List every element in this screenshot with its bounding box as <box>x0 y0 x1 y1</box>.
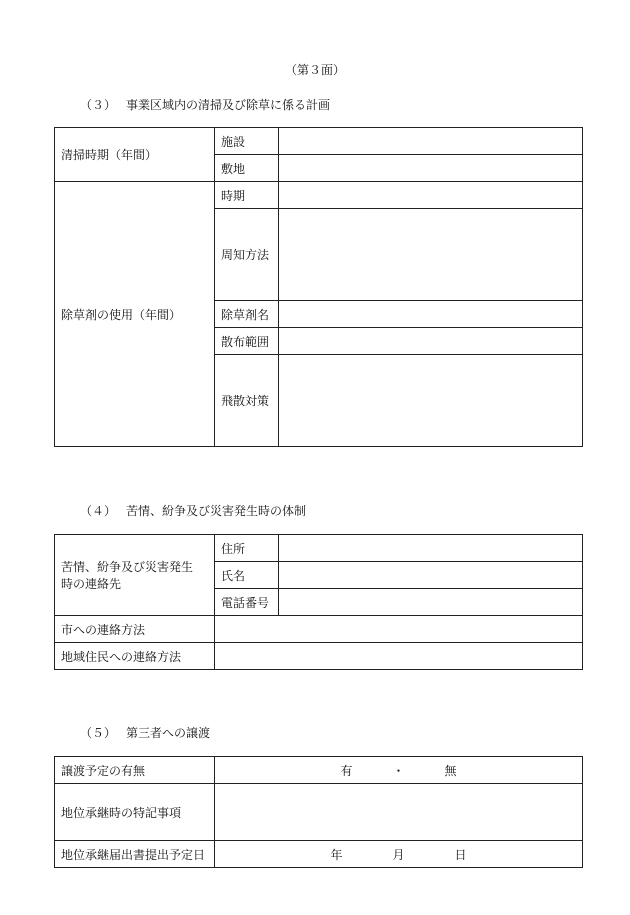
spray-range-field[interactable] <box>279 328 583 355</box>
cleaning-label: 清掃時期（年間） <box>55 128 215 182</box>
address-label: 住所 <box>215 535 279 562</box>
drift-label: 飛散対策 <box>215 355 279 447</box>
transfer-plan-field[interactable] <box>215 757 583 784</box>
spray-range-label: 散布範囲 <box>215 328 279 355</box>
notice-label: 周知方法 <box>215 209 279 301</box>
contact-label <box>55 535 215 616</box>
table-row <box>55 643 583 670</box>
section3-table <box>54 127 583 447</box>
contact-label-line2: 時の連絡先 <box>61 577 122 591</box>
phone-label: 電話番号 <box>215 589 279 616</box>
table-row <box>55 128 583 155</box>
site-field[interactable] <box>279 155 583 182</box>
month-label: 月 <box>392 847 405 862</box>
section4-number: （４） <box>80 504 117 518</box>
section4-title: 苦情、紛争及び災害発生時の体制 <box>126 504 307 518</box>
special-notes-field[interactable] <box>215 784 583 841</box>
section5-table <box>54 756 583 868</box>
phone-field[interactable] <box>279 589 583 616</box>
day-label: 日 <box>454 847 467 862</box>
herbicide-name-label: 除草剤名 <box>215 301 279 328</box>
section5-number: （５） <box>80 726 117 740</box>
name-field[interactable] <box>279 562 583 589</box>
notice-field[interactable] <box>279 209 583 301</box>
herbicide-label: 除草剤の使用（年間） <box>55 182 215 447</box>
timing-field[interactable] <box>279 182 583 209</box>
facility-field[interactable] <box>279 128 583 155</box>
section3-number: （３） <box>80 98 117 112</box>
special-notes-label: 地位承継時の特記事項 <box>55 784 215 841</box>
name-label: 氏名 <box>215 562 279 589</box>
table-row <box>55 784 583 841</box>
section5-heading <box>80 724 210 741</box>
notice-date-label: 地位承継届出書提出予定日 <box>55 841 215 868</box>
drift-field[interactable] <box>279 355 583 447</box>
address-field[interactable] <box>279 535 583 562</box>
contact-label-line1: 苦情、紛争及び災害発生 <box>61 560 194 574</box>
table-row <box>55 616 583 643</box>
page-label: （第３面） <box>284 63 345 77</box>
year-label: 年 <box>330 847 343 862</box>
transfer-plan-label: 譲渡予定の有無 <box>55 757 215 784</box>
table-row <box>55 182 583 209</box>
facility-label: 施設 <box>215 128 279 155</box>
timing-label: 時期 <box>215 182 279 209</box>
table-row <box>55 841 583 868</box>
residents-contact-label: 地域住民への連絡方法 <box>55 643 215 670</box>
table-row <box>55 535 583 562</box>
section3-title: 事業区域内の清掃及び除草に係る計画 <box>126 98 331 112</box>
section5-title: 第三者への譲渡 <box>126 726 211 740</box>
residents-contact-field[interactable] <box>215 643 583 670</box>
section4-table <box>54 534 583 670</box>
section4-heading <box>80 502 306 519</box>
city-contact-field[interactable] <box>215 616 583 643</box>
notice-date-field[interactable] <box>215 841 583 868</box>
herbicide-name-field[interactable] <box>279 301 583 328</box>
separator-dot: ・ <box>392 763 405 778</box>
table-row <box>55 757 583 784</box>
site-label: 敷地 <box>215 155 279 182</box>
section3-heading <box>80 96 330 113</box>
city-contact-label: 市への連絡方法 <box>55 616 215 643</box>
transfer-yes-option[interactable]: 有 <box>340 763 353 778</box>
transfer-no-option[interactable]: 無 <box>444 763 457 778</box>
